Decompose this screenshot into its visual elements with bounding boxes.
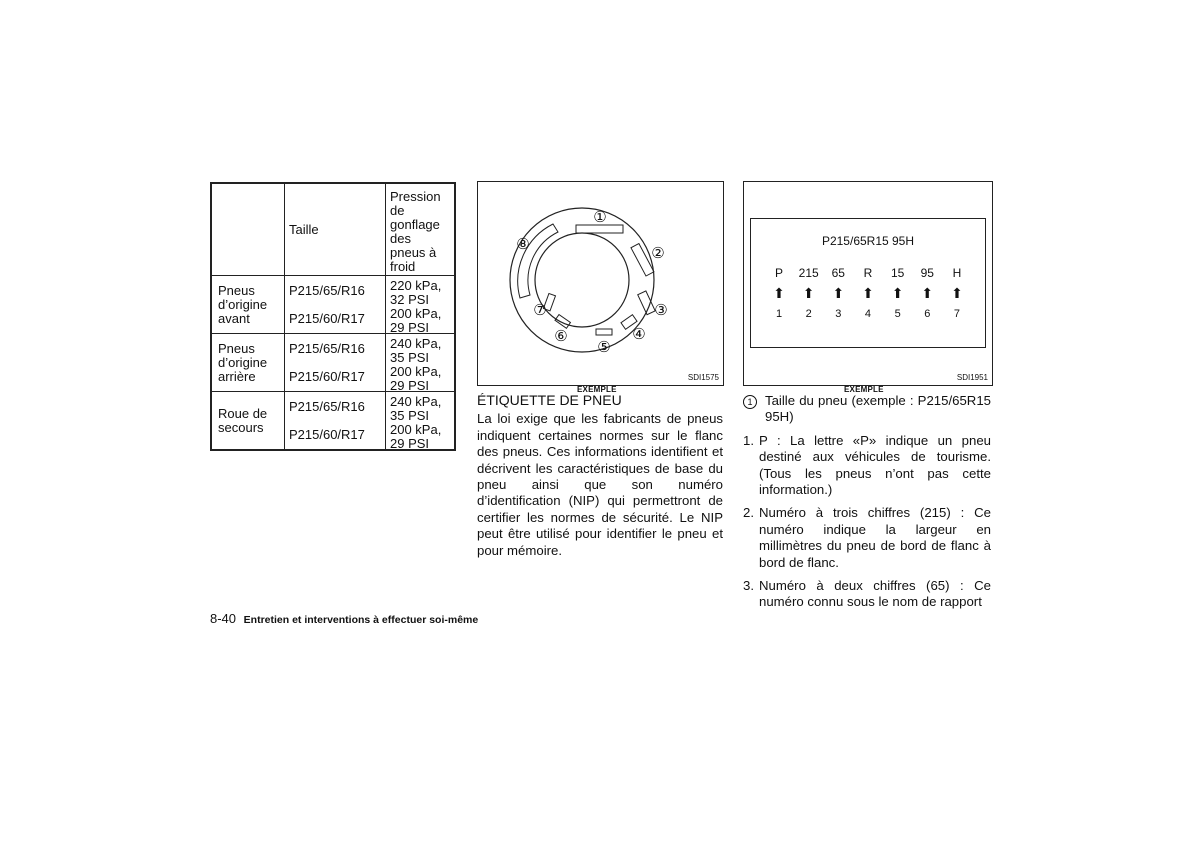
row-label-front: Pneus d’origine avant (211, 276, 285, 334)
up-arrow-icon: ⬆ (802, 285, 815, 301)
body-paragraph: La loi exige que les fabricants de pneus indiquent certaines normes sur le flanc des pneus. Ces informations identifient et décrivent les caractéristiques de base du pneu ainsi que son numéro d’identification (NIP) qui permettront de certifier les normes de sécurité. Le NIP peut être utilisé pour identifier le pneu et pour mémoire. (477, 411, 723, 558)
tire-code-item (824, 266, 852, 320)
up-arrow-icon: ⬆ (862, 285, 874, 301)
row-sizes: P215/65/R16 P215/60/R17 (285, 334, 386, 392)
up-arrow-icon: ⬆ (891, 285, 904, 301)
list-item (743, 578, 991, 611)
tire-code-item (943, 266, 971, 320)
tire-code-char: H (952, 266, 962, 280)
item-text: P : La lettre «P» indique un pneu destiné aux véhicules de tourisme. (Tous les pneus n’ont pas cette information.) (759, 432, 991, 498)
table-header-row (211, 183, 455, 276)
circled-item (743, 393, 991, 426)
label-box-1 (576, 225, 623, 233)
list-item (743, 505, 991, 571)
tire-code-item (854, 266, 882, 320)
tire-pressure-table (210, 182, 456, 451)
tire-code-number: 3 (835, 308, 842, 320)
row-pressures: 240 kPa, 35 PSI 200 kPa, 29 PSI (386, 392, 456, 450)
tire-code-box (750, 218, 986, 348)
tire-code-item (913, 266, 941, 320)
table-header-size: Taille (285, 183, 386, 276)
section-heading: ÉTIQUETTE DE PNEU (477, 392, 622, 408)
tire-code-number: 1 (775, 308, 783, 320)
section-title: Entretien et interventions à effectuer soi-même (243, 614, 479, 626)
item-text: Numéro à trois chiffres (215) : Ce numéro indique la largeur en millimètres du pneu de bord de flanc à bord de flanc. (759, 505, 991, 570)
tire-code-char: 215 (798, 266, 819, 280)
tire-code-char: 65 (831, 266, 845, 280)
table-row (211, 276, 455, 334)
row-sizes: P215/65/R16 P215/60/R17 (285, 392, 386, 450)
marker-3: ③ (654, 301, 668, 319)
label-box-5 (596, 329, 612, 335)
marker-4: ④ (632, 325, 646, 343)
tire-code-char: R (863, 266, 873, 280)
tire-code-char: P (774, 266, 783, 280)
table-row (211, 392, 455, 450)
table-header-empty (211, 183, 285, 276)
marker-1: ① (593, 208, 607, 226)
list-item (743, 433, 991, 499)
row-label-rear: Pneus d’origine arrière (211, 334, 285, 392)
table-header-pressure: Pression de gonflage des pneus à froid (386, 183, 456, 276)
item-number: 1. (743, 432, 754, 448)
marker-7: ⑦ (533, 301, 547, 319)
item-number: 3. (743, 578, 754, 594)
row-pressures: 220 kPa, 32 PSI 200 kPa, 29 PSI (386, 276, 456, 334)
tire-code-item (884, 266, 912, 320)
up-arrow-icon: ⬆ (832, 285, 845, 301)
figure-caption: EXEMPLE (577, 385, 617, 394)
tire-code-number: 7 (953, 308, 960, 320)
page-footer (210, 611, 478, 626)
row-sizes: P215/65/R16 P215/60/R17 (285, 276, 386, 334)
figure-caption: EXEMPLE (844, 385, 884, 394)
tire-sidewall-diagram (478, 182, 723, 385)
tire-label-figure (743, 181, 993, 386)
marker-6: ⑥ (554, 327, 568, 345)
tire-code-item (795, 266, 823, 320)
middle-column (477, 392, 723, 559)
circled-number-icon: 1 (743, 395, 757, 409)
item-text: Numéro à deux chiffres (65) : Ce numéro connu sous le nom de rapport (759, 578, 991, 610)
tire-code: P215/65R15 95H (821, 234, 915, 248)
right-column (743, 393, 991, 618)
item-number: 2. (743, 505, 754, 521)
tire-code-breakdown (765, 266, 971, 320)
table-row (211, 334, 455, 392)
marker-8: ⑧ (516, 235, 530, 253)
figure-code: SDI1951 (956, 373, 988, 382)
row-label-spare: Roue de secours (211, 392, 285, 450)
marker-5: ⑤ (597, 338, 611, 356)
page-number: 8-40 (210, 611, 237, 626)
up-arrow-icon: ⬆ (951, 285, 963, 301)
tire-code-char: 95 (920, 266, 934, 280)
tire-sidewall-figure (477, 181, 724, 386)
up-arrow-icon: ⬆ (921, 285, 934, 301)
tire-code-number: 5 (894, 308, 901, 320)
item-text: Taille du pneu (exemple : P215/65R15 95H) (765, 393, 991, 425)
marker-2: ② (651, 244, 665, 262)
tire-code-number: 2 (805, 308, 812, 320)
tire-code-char: 15 (890, 266, 905, 280)
row-pressures: 240 kPa, 35 PSI 200 kPa, 29 PSI (386, 334, 456, 392)
tire-code-number: 6 (924, 308, 931, 320)
figure-code: SDI1575 (687, 373, 719, 382)
up-arrow-icon: ⬆ (773, 285, 785, 301)
tire-code-item (765, 266, 793, 320)
tire-code-number: 4 (864, 308, 872, 320)
